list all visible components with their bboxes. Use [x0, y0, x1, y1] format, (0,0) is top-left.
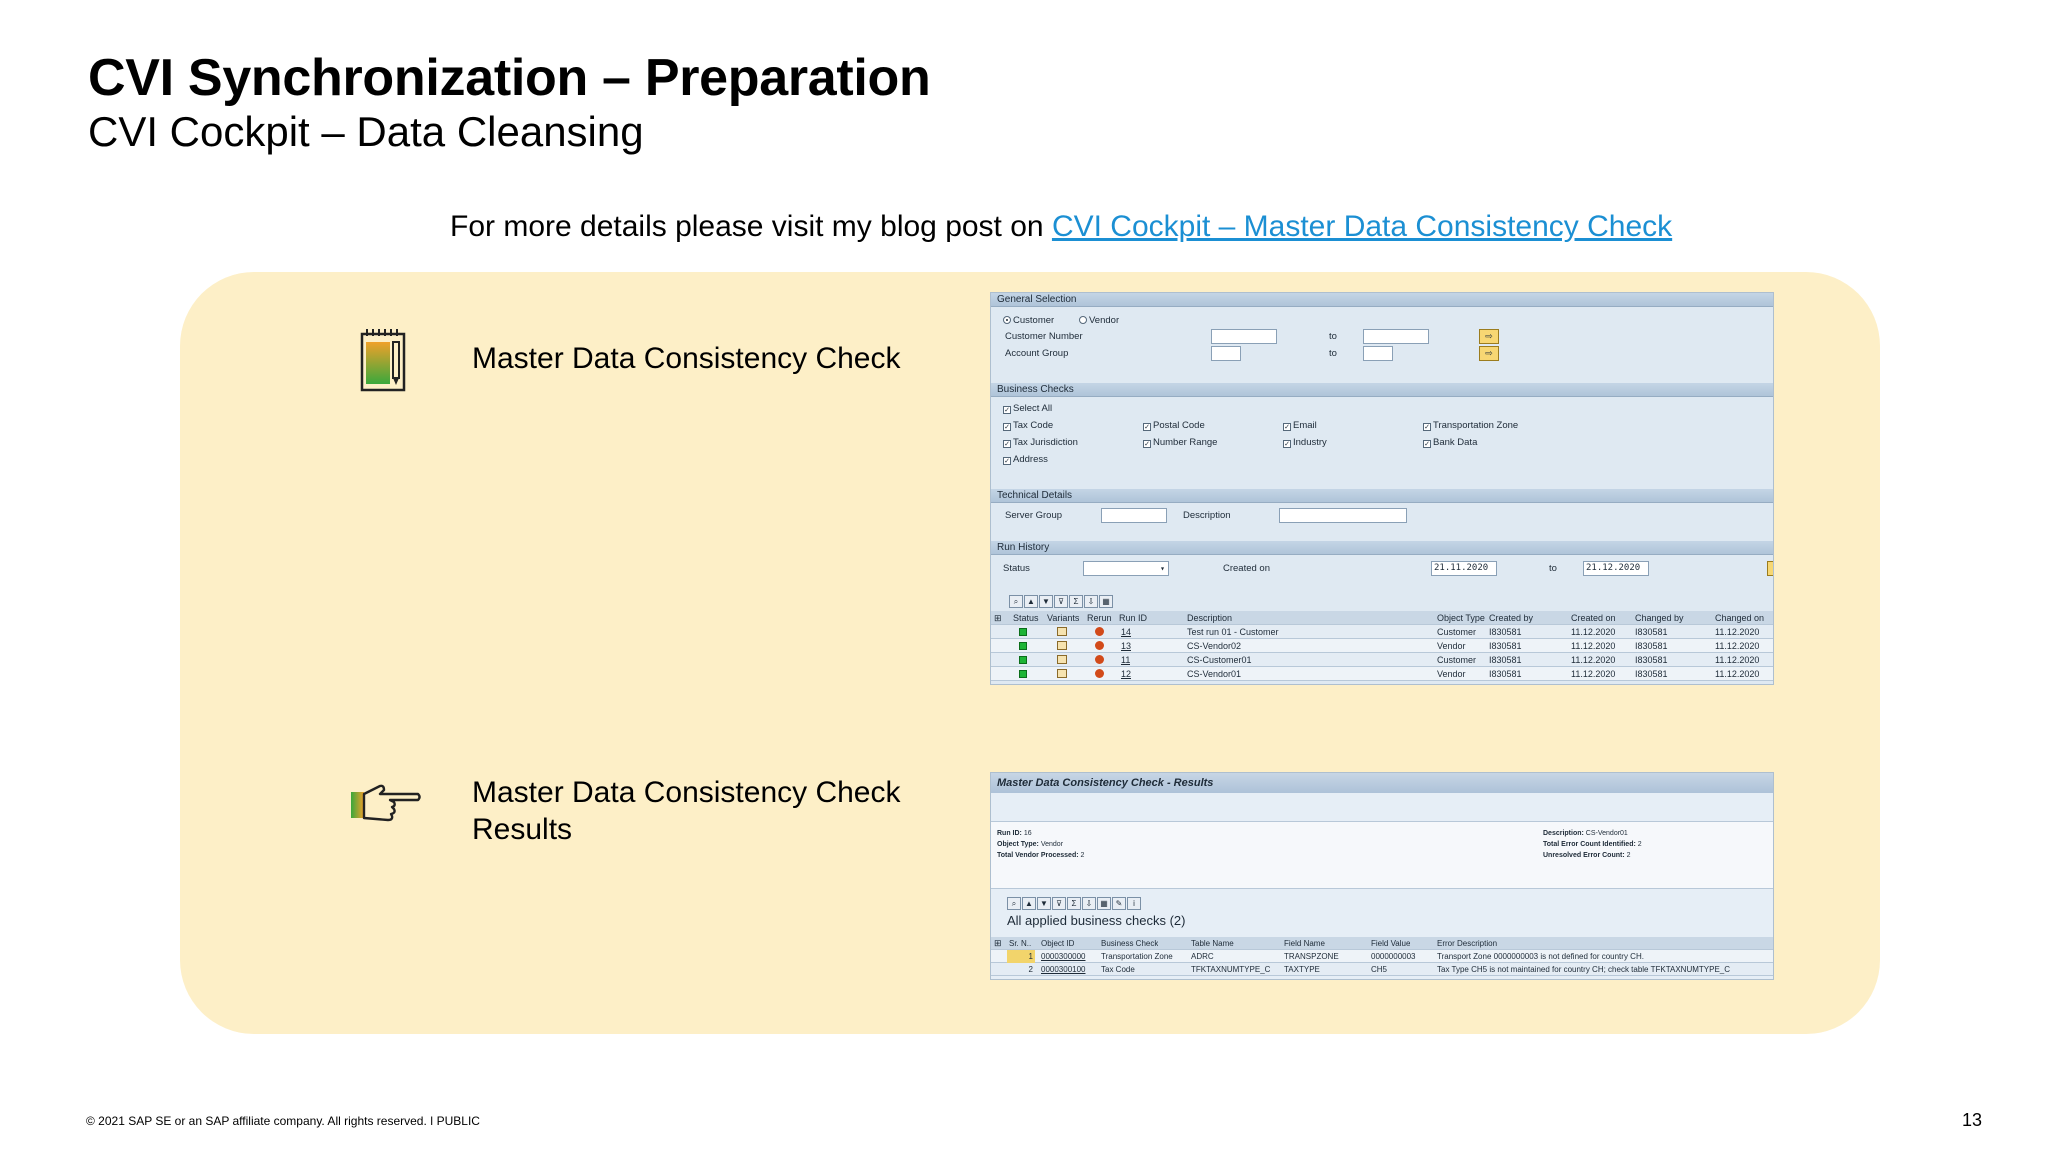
rerun-icon[interactable]: [1095, 641, 1104, 650]
checkmark-icon: ✓: [1004, 424, 1010, 431]
column-header[interactable]: Status: [1013, 613, 1039, 623]
account-group-to-label: to: [1329, 348, 1337, 359]
table-row[interactable]: [991, 963, 1773, 976]
run-id-link[interactable]: 13: [1121, 641, 1132, 651]
feature-results-line1: Master Data Consistency Check: [472, 776, 901, 809]
table-name-cell: TFKTAXNUMTYPE_C: [1191, 965, 1271, 974]
object-type-cell: Vendor: [1437, 669, 1466, 679]
object-type-cell: Customer: [1437, 627, 1477, 637]
column-header[interactable]: Run ID: [1119, 613, 1148, 623]
changed-by-cell: I830581: [1635, 627, 1668, 637]
page-number: 13: [1961, 1110, 1982, 1130]
field-value-cell: 0000000003: [1371, 952, 1416, 961]
column-header[interactable]: Field Name: [1284, 939, 1325, 948]
grid-header-row: [991, 611, 1773, 625]
technical-details-header: Technical Details: [991, 489, 1773, 503]
server-group-label: Server Group: [1005, 510, 1063, 521]
object-id-link[interactable]: 0000300100: [1041, 965, 1086, 974]
business-checks-section: [991, 383, 1773, 483]
table-name-cell: ADRC: [1191, 952, 1214, 961]
results-grid: [991, 937, 1773, 976]
changed-on-cell: 11.12.2020: [1715, 669, 1760, 679]
details-icon[interactable]: ⌕: [1009, 595, 1023, 608]
account-group-to-input[interactable]: [1363, 346, 1393, 361]
filter-icon[interactable]: ⊽: [1052, 897, 1066, 910]
created-on-cell: 11.12.2020: [1571, 655, 1616, 665]
status-dropdown[interactable]: [1083, 561, 1169, 576]
unresolved-count-info: Unresolved Error Count: 2: [1543, 852, 1631, 859]
status-label: Status: [1003, 563, 1030, 574]
checkmark-icon: ✓: [1424, 441, 1430, 448]
results-screen-screenshot: [990, 772, 1774, 980]
created-by-cell: I830581: [1489, 669, 1522, 679]
column-header[interactable]: Sr. N..: [1009, 939, 1032, 948]
sort-descending-icon[interactable]: ▼: [1037, 897, 1051, 910]
changed-on-cell: 11.12.2020: [1715, 655, 1760, 665]
description-label: Description: [1183, 510, 1231, 521]
customer-number-to-input[interactable]: [1363, 329, 1429, 344]
sort-ascending-icon[interactable]: ▲: [1024, 595, 1038, 608]
slide-subtitle: CVI Cockpit – Data Cleansing: [88, 108, 644, 155]
column-header[interactable]: Changed on: [1715, 613, 1765, 623]
radio-icon: [1079, 316, 1087, 324]
table-row[interactable]: [991, 950, 1773, 963]
created-on-label: Created on: [1223, 563, 1271, 574]
sort-descending-icon[interactable]: ▼: [1039, 595, 1053, 608]
multiple-selection-button[interactable]: ⇨: [1479, 346, 1499, 361]
created-on-to-input[interactable]: 21.12.2020: [1583, 561, 1649, 576]
run-id-link[interactable]: 11: [1121, 655, 1131, 665]
column-header[interactable]: Rerun: [1087, 613, 1112, 623]
grid-body: [991, 625, 1773, 681]
object-id-link[interactable]: 0000300000: [1041, 952, 1086, 961]
field-name-cell: TRANSPZONE: [1284, 952, 1339, 961]
filter-icon[interactable]: ⊽: [1054, 595, 1068, 608]
pointing-hand-icon: [350, 782, 422, 827]
row-number-cell: 2: [1028, 965, 1033, 974]
vendor-radio[interactable]: Vendor: [1079, 315, 1119, 326]
slide-title: CVI Synchronization – Preparation: [88, 49, 931, 107]
description-input[interactable]: [1279, 508, 1407, 523]
info-icon[interactable]: i: [1127, 897, 1141, 910]
row-number-cell: 1: [1007, 950, 1035, 963]
chevron-down-icon: ▾: [1160, 564, 1165, 573]
status-green-icon: [1019, 628, 1027, 636]
column-header[interactable]: Field Value: [1371, 939, 1411, 948]
field-name-cell: TAXTYPE: [1284, 965, 1320, 974]
checkmark-icon: ✓: [1004, 441, 1010, 448]
results-toolbar: [1007, 897, 1142, 910]
variant-icon[interactable]: [1057, 627, 1067, 636]
customer-radio[interactable]: Customer: [1003, 315, 1054, 326]
variant-icon[interactable]: [1057, 669, 1067, 678]
changed-by-cell: I830581: [1635, 655, 1668, 665]
variant-icon[interactable]: [1057, 655, 1067, 664]
description-cell: Test run 01 - Customer: [1187, 627, 1279, 637]
checkmark-icon: ✓: [1284, 441, 1290, 448]
select-all-checkbox[interactable]: ✓ Select All: [1004, 403, 1053, 414]
column-header[interactable]: Table Name: [1191, 939, 1234, 948]
column-header[interactable]: Created by: [1489, 613, 1534, 623]
column-header[interactable]: Created on: [1571, 613, 1616, 623]
results-title: Master Data Consistency Check - Results: [991, 773, 1773, 793]
select-all-rows-icon[interactable]: ⊞: [994, 938, 1002, 948]
table-row[interactable]: [991, 653, 1773, 667]
table-row[interactable]: [991, 625, 1773, 639]
blog-prefix: For more details please visit my blog post on: [450, 210, 1052, 243]
rerun-icon[interactable]: [1095, 655, 1104, 664]
column-header[interactable]: Description: [1187, 613, 1233, 623]
business-check-cell: Tax Code: [1101, 965, 1135, 974]
checkmark-icon: ✓: [1004, 407, 1010, 414]
business-check-cell: Transportation Zone: [1101, 952, 1173, 961]
column-header[interactable]: Object Type: [1437, 613, 1485, 623]
server-group-input[interactable]: [1101, 508, 1167, 523]
checkmark-icon: ✓: [1284, 424, 1290, 431]
run-id-link[interactable]: 12: [1121, 669, 1132, 679]
selection-screen-screenshot: [990, 292, 1774, 685]
created-on-cell: 11.12.2020: [1571, 641, 1616, 651]
blog-link[interactable]: CVI Cockpit – Master Data Consistency Check: [1051, 210, 1673, 243]
created-on-cell: 11.12.2020: [1571, 669, 1616, 679]
error-description-cell: Transport Zone 0000000003 is not defined for country CH.: [1437, 952, 1644, 961]
rerun-icon[interactable]: [1095, 627, 1104, 636]
feature-consistency-results: [472, 774, 901, 848]
object-type-cell: Customer: [1437, 655, 1477, 665]
run-history-section: [991, 541, 1773, 589]
edit-icon[interactable]: ✎: [1112, 897, 1126, 910]
notepad-icon: [360, 328, 406, 397]
table-row[interactable]: [991, 639, 1773, 653]
postal-code-checkbox[interactable]: ✓ Postal Code: [1144, 420, 1205, 431]
results-section-title: All applied business checks (2): [1007, 913, 1186, 928]
feature-results-line2: Results: [472, 813, 573, 846]
status-green-icon: [1019, 642, 1027, 650]
customer-number-label: Customer Number: [1005, 331, 1083, 342]
variant-icon[interactable]: [1057, 641, 1067, 650]
radio-selected-icon: [1003, 316, 1011, 324]
changed-on-cell: 11.12.2020: [1715, 641, 1760, 651]
customer-number-to-label: to: [1329, 331, 1337, 342]
column-header[interactable]: Object ID: [1041, 939, 1075, 948]
general-selection-header: General Selection: [991, 293, 1773, 307]
changed-by-cell: I830581: [1635, 669, 1668, 679]
technical-details-section: [991, 489, 1773, 533]
run-id-info: Run ID: 16: [997, 830, 1032, 837]
sum-icon[interactable]: Σ: [1069, 595, 1083, 608]
created-on-to-label: to: [1549, 563, 1557, 574]
business-checks-header: Business Checks: [991, 383, 1773, 397]
processed-info: Total Vendor Processed: 2: [997, 852, 1085, 859]
details-icon[interactable]: ⌕: [1007, 897, 1021, 910]
tax-jurisdiction-checkbox[interactable]: ✓ Tax Jurisdiction: [1004, 437, 1078, 448]
results-header-row: [991, 937, 1773, 950]
status-green-icon: [1019, 670, 1027, 678]
created-by-cell: I830581: [1489, 655, 1522, 665]
multiple-selection-button[interactable]: ⇨: [1479, 329, 1499, 344]
object-type-info: Object Type: Vendor: [997, 841, 1064, 848]
run-id-link[interactable]: 14: [1121, 627, 1132, 637]
bank-data-checkbox[interactable]: ✓ Bank Data: [1424, 437, 1478, 448]
changed-on-cell: 11.12.2020: [1715, 627, 1760, 637]
number-range-checkbox[interactable]: ✓ Number Range: [1144, 437, 1218, 448]
checkmark-icon: ✓: [1144, 424, 1150, 431]
status-green-icon: [1019, 656, 1027, 664]
column-header[interactable]: Error Description: [1437, 939, 1498, 948]
created-by-cell: I830581: [1489, 627, 1522, 637]
copyright-footer: © 2021 SAP SE or an SAP affiliate company. All rights reserved. ǀ PUBLIC: [86, 1114, 480, 1128]
checkmark-icon: ✓: [1144, 441, 1150, 448]
run-history-grid: [991, 611, 1773, 681]
field-value-cell: CH5: [1371, 965, 1388, 974]
column-header[interactable]: Variants: [1047, 613, 1080, 623]
description-cell: CS-Customer01: [1187, 655, 1252, 665]
object-type-cell: Vendor: [1437, 641, 1466, 651]
changed-by-cell: I830581: [1635, 641, 1668, 651]
rerun-icon[interactable]: [1095, 669, 1104, 678]
multiple-selection-button[interactable]: [1767, 561, 1774, 576]
error-description-cell: Tax Type CH5 is not maintained for country CH; check table TFKTAXNUMTYPE_C: [1437, 965, 1730, 974]
description-cell: CS-Vendor02: [1187, 641, 1242, 651]
email-checkbox[interactable]: ✓ Email: [1284, 420, 1317, 431]
transportation-zone-checkbox[interactable]: ✓ Transportation Zone: [1424, 420, 1519, 431]
account-group-from-input[interactable]: [1211, 346, 1241, 361]
checkmark-icon: ✓: [1424, 424, 1430, 431]
layout-icon[interactable]: ▦: [1099, 595, 1113, 608]
export-icon[interactable]: ⇩: [1082, 897, 1096, 910]
column-header[interactable]: Business Check: [1101, 939, 1159, 948]
feature-consistency-check: Master Data Consistency Check: [472, 342, 901, 375]
run-history-header: Run History: [991, 541, 1773, 555]
tax-code-checkbox[interactable]: ✓ Tax Code: [1004, 420, 1054, 431]
error-count-info: Total Error Count Identified: 2: [1543, 841, 1642, 848]
grid-toolbar: [1009, 595, 1114, 608]
created-on-from-input[interactable]: 21.11.2020: [1431, 561, 1497, 576]
general-selection-section: [991, 293, 1773, 381]
customer-number-from-input[interactable]: [1211, 329, 1277, 344]
results-info-box: [991, 821, 1773, 889]
created-on-cell: 11.12.2020: [1571, 627, 1616, 637]
layout-icon[interactable]: ▦: [1097, 897, 1111, 910]
industry-checkbox[interactable]: ✓ Industry: [1284, 437, 1327, 448]
address-checkbox[interactable]: ✓ Address: [1004, 454, 1048, 465]
created-by-cell: I830581: [1489, 641, 1522, 651]
checkmark-icon: ✓: [1004, 458, 1010, 465]
description-info: Description: CS-Vendor01: [1543, 830, 1628, 837]
sort-ascending-icon[interactable]: ▲: [1022, 897, 1036, 910]
column-header[interactable]: Changed by: [1635, 613, 1684, 623]
export-icon[interactable]: ⇩: [1084, 595, 1098, 608]
sum-icon[interactable]: Σ: [1067, 897, 1081, 910]
table-row[interactable]: [991, 667, 1773, 681]
blog-reference: [450, 210, 1672, 244]
select-all-rows-icon[interactable]: ⊞: [994, 613, 1002, 623]
description-cell: CS-Vendor01: [1187, 669, 1242, 679]
account-group-label: Account Group: [1005, 348, 1069, 359]
